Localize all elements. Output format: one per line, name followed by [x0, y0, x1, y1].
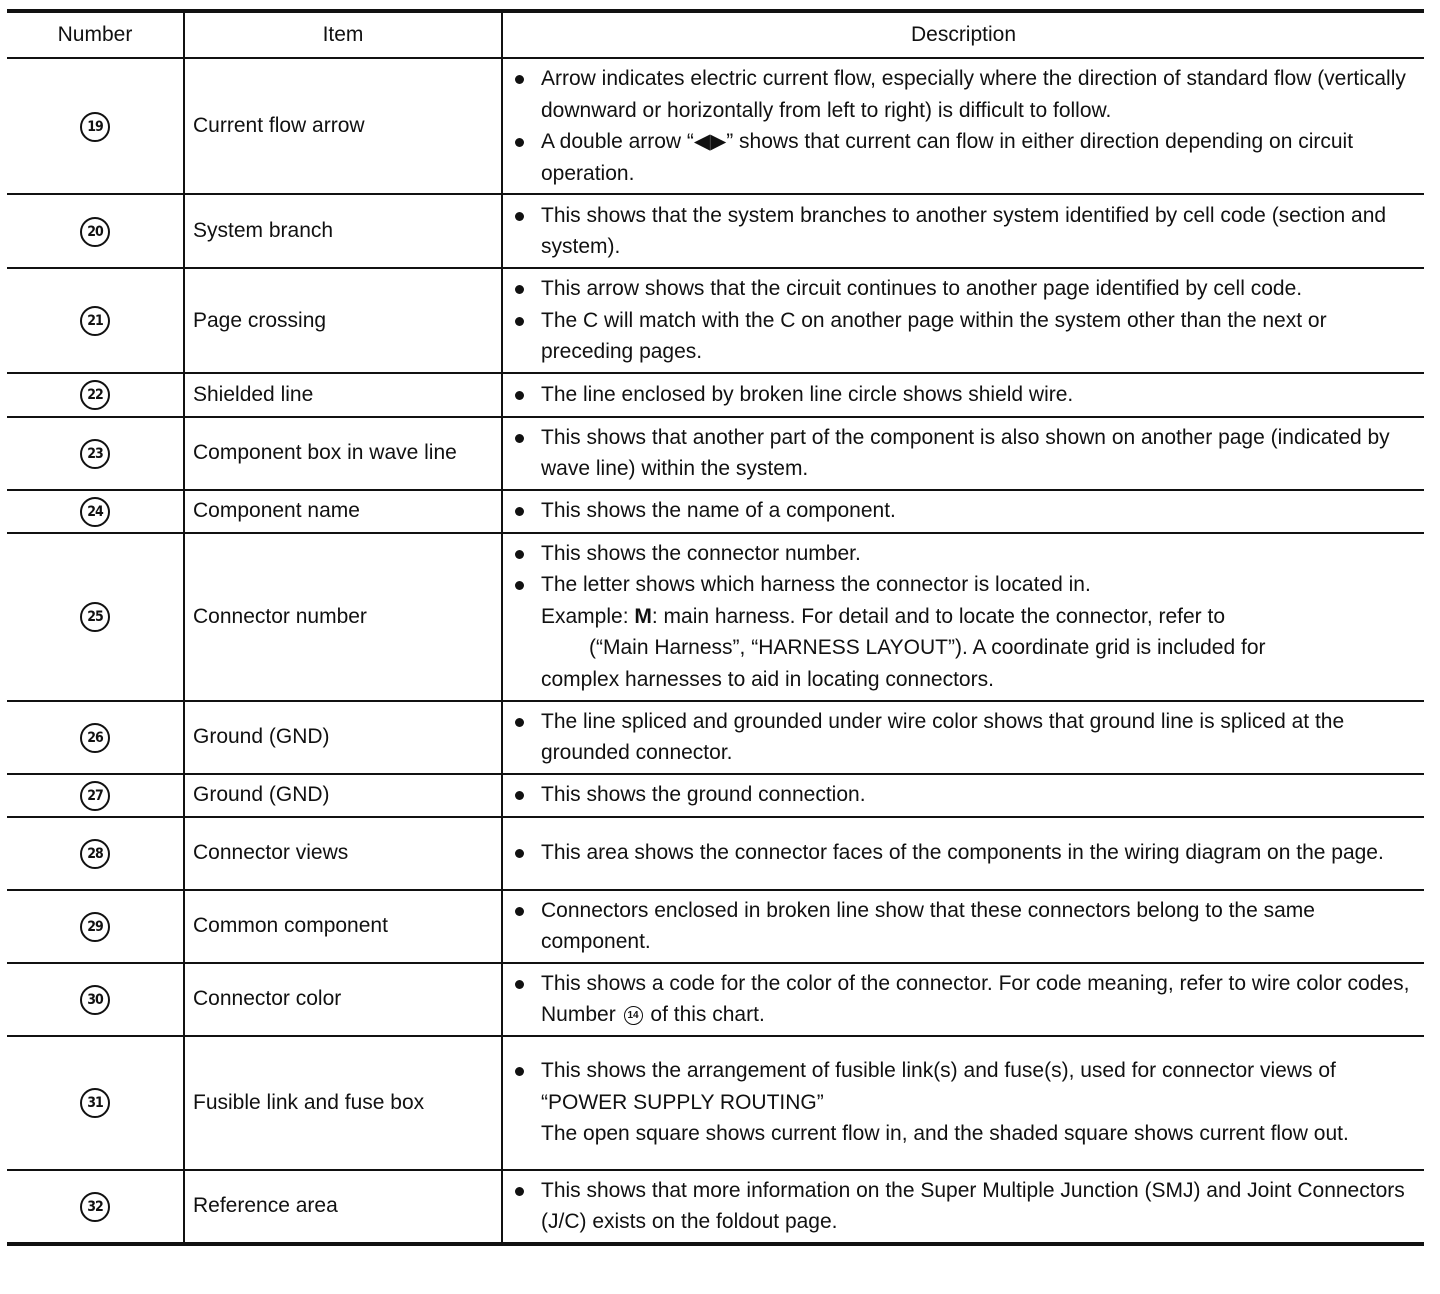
description-cell [502, 774, 1424, 817]
bullet-text: This shows a code for the color of the connector. For code meaning, refer to wire color codes, Number [541, 971, 1410, 1026]
bullet-text-tail: of this chart. [650, 1003, 765, 1026]
example-line-2: (“Main Harness”, “HARNESS LAYOUT”). A coordinate grid is included for [589, 636, 1266, 660]
example-text: : main harness. For detail and to locate the connector, refer to [651, 604, 1226, 628]
item-cell: Fusible link and fuse box [184, 1036, 502, 1170]
bullet-icon [515, 849, 524, 858]
table-row [7, 268, 1424, 373]
number-cell [7, 1170, 184, 1244]
table-row [7, 194, 1424, 268]
bullet-item [511, 895, 1416, 958]
bullet-icon [515, 550, 524, 559]
item-cell: Ground (GND) [184, 774, 502, 817]
circled-number: 21 [80, 306, 110, 336]
bullet-icon [515, 1187, 524, 1196]
bullet-item [511, 422, 1416, 485]
circled-number: 31 [80, 1088, 110, 1118]
bullet-item [511, 63, 1416, 126]
description-cell [502, 417, 1424, 490]
header-description: Description [502, 11, 1424, 58]
item-cell: Connector views [184, 817, 502, 890]
item-cell: Shielded line [184, 373, 502, 417]
circled-number: 28 [80, 839, 110, 869]
bullet-icon [515, 791, 524, 800]
number-cell [7, 1036, 184, 1170]
bullet-text: This shows that the system branches to another system identified by cell code (section and system). [541, 203, 1387, 258]
bullet-item [511, 538, 1416, 570]
bullet-text: This shows the ground connection. [541, 783, 866, 807]
bullet-text: Arrow indicates electric current flow, especially where the direction of standard flow (vertically downward or horizontally from left to right) is difficult to follow. [541, 67, 1406, 122]
bullet-item [511, 968, 1416, 1031]
description-cell [502, 817, 1424, 890]
circled-number: 19 [80, 112, 110, 142]
description-cell [502, 1170, 1424, 1244]
example-prefix: Example: [541, 604, 635, 628]
number-cell [7, 417, 184, 490]
example-line [511, 601, 1416, 633]
description-table [7, 9, 1424, 1246]
bullet-text: Connectors enclosed in broken line show that these connectors belong to the same component. [541, 898, 1315, 953]
table-row [7, 1170, 1424, 1244]
description-cell [502, 701, 1424, 774]
header-number: Number [7, 11, 184, 58]
bullet-item [511, 126, 1416, 189]
bullet-text: This shows the connector number. [541, 541, 861, 565]
bullet-icon [515, 718, 524, 727]
bullet-text: A double arrow “◀▶” shows that current can flow in either direction depending on circuit operation. [541, 130, 1354, 185]
item-cell: Ground (GND) [184, 701, 502, 774]
table-row [7, 890, 1424, 963]
bullet-text: This shows that another part of the component is also shown on another page (indicated by wave line) within the system. [541, 425, 1390, 480]
bullet-item [511, 569, 1416, 601]
description-cell [502, 890, 1424, 963]
item-cell: Connector number [184, 533, 502, 701]
circled-number: 27 [80, 781, 110, 811]
bullet-item [511, 706, 1416, 769]
number-cell [7, 194, 184, 268]
bullet-icon [515, 391, 524, 400]
table-row [7, 533, 1424, 701]
bullet-text: This area shows the connector faces of the components in the wiring diagram on the page. [541, 841, 1384, 865]
circled-number: 32 [80, 1192, 110, 1222]
description-cell [502, 963, 1424, 1036]
item-cell: System branch [184, 194, 502, 268]
table-row [7, 817, 1424, 890]
bullet-icon [515, 434, 524, 443]
circled-number: 26 [80, 723, 110, 753]
description-cell [502, 533, 1424, 701]
item-cell: Page crossing [184, 268, 502, 373]
number-cell [7, 490, 184, 533]
bullet-item [511, 495, 1416, 527]
bullet-icon [515, 212, 524, 221]
number-cell [7, 963, 184, 1036]
circled-number: 25 [80, 602, 110, 632]
bullet-icon [515, 138, 524, 147]
header-item: Item [184, 11, 502, 58]
table-row [7, 1036, 1424, 1170]
circled-number: 22 [80, 380, 110, 410]
header-row [7, 11, 1424, 58]
bullet-text: This shows the arrangement of fusible link(s) and fuse(s), used for connector views of “POWER SUPPLY ROUTING” [541, 1059, 1336, 1114]
circled-number: 29 [80, 912, 110, 942]
bullet-text: The line enclosed by broken line circle shows shield wire. [541, 382, 1074, 406]
bullet-icon [515, 75, 524, 84]
item-cell: Component box in wave line [184, 417, 502, 490]
bullet-icon [515, 1067, 524, 1076]
description-cell [502, 194, 1424, 268]
bullet-icon [515, 907, 524, 916]
number-cell [7, 268, 184, 373]
circled-reference-number: 14 [624, 1006, 643, 1025]
description-cell [502, 490, 1424, 533]
item-cell: Connector color [184, 963, 502, 1036]
bullet-text: The line spliced and grounded under wire color shows that ground line is spliced at the grounded connector. [541, 709, 1345, 764]
description-cell [502, 373, 1424, 417]
number-cell [7, 701, 184, 774]
description-cell [502, 58, 1424, 194]
number-cell [7, 373, 184, 417]
extra-text: The open square shows current flow in, and the shaded square shows current flow out. [541, 1122, 1349, 1146]
bullet-text: The letter shows which harness the connector is located in. [541, 573, 1091, 597]
number-cell [7, 533, 184, 701]
bullet-text: This arrow shows that the circuit continues to another page identified by cell code. [541, 277, 1303, 300]
example-line-3: complex harnesses to aid in locating connectors. [541, 667, 994, 691]
number-cell [7, 774, 184, 817]
number-cell [7, 58, 184, 194]
table-row [7, 417, 1424, 490]
bullet-icon [515, 980, 524, 989]
item-cell: Component name [184, 490, 502, 533]
bullet-text: The C will match with the C on another page within the system other than the next or preceding pages. [541, 308, 1327, 363]
bullet-item [511, 779, 1416, 811]
table-row [7, 490, 1424, 533]
table-row [7, 373, 1424, 417]
circled-number: 30 [80, 985, 110, 1015]
circled-number: 23 [80, 439, 110, 469]
bullet-icon [515, 285, 524, 294]
example-code: M [634, 604, 652, 628]
bullet-icon [515, 317, 524, 326]
number-cell [7, 817, 184, 890]
bullet-item [511, 1175, 1416, 1238]
bullet-item [511, 305, 1416, 368]
item-cell: Common component [184, 890, 502, 963]
table-row [7, 58, 1424, 194]
bullet-icon [515, 581, 524, 590]
bullet-item [511, 379, 1416, 411]
circled-number: 24 [80, 497, 110, 527]
bullet-item [511, 1055, 1416, 1118]
table-row [7, 963, 1424, 1036]
bullet-item [511, 273, 1416, 305]
bullet-item [511, 200, 1416, 263]
table-row [7, 701, 1424, 774]
bullet-text: This shows the name of a component. [541, 499, 896, 523]
item-cell: Reference area [184, 1170, 502, 1244]
number-cell [7, 890, 184, 963]
description-cell [502, 1036, 1424, 1170]
description-cell [502, 268, 1424, 373]
bullet-icon [515, 507, 524, 516]
item-cell: Current flow arrow [184, 58, 502, 194]
bullet-item [511, 837, 1416, 869]
circled-number: 20 [80, 217, 110, 247]
table-row [7, 774, 1424, 817]
bullet-text: This shows that more information on the Super Multiple Junction (SMJ) and Joint Connectors (J/C) exists on the foldout page. [541, 1178, 1405, 1233]
